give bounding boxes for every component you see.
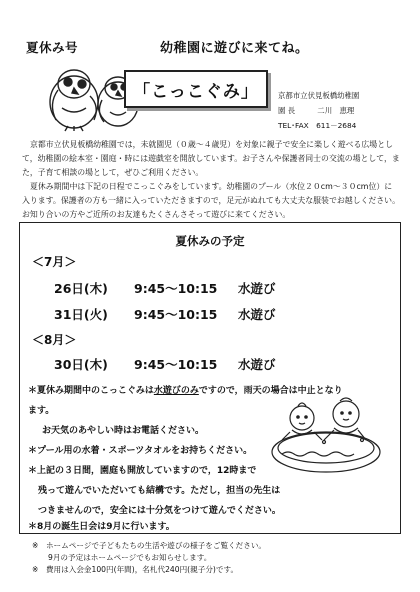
org-contact: TEL･FAX 611－2684 — [278, 121, 357, 130]
schedule-date: 30日(木) — [54, 357, 108, 372]
schedule-activity: 水遊び — [238, 307, 276, 322]
logo-title: 「こっこぐみ」 — [124, 70, 268, 108]
note-1-emphasis: 水遊びのみ — [153, 386, 199, 396]
footer-notes — [32, 540, 266, 576]
schedule-row — [20, 279, 400, 295]
org-name: 京都市立伏見板橋幼稚園 — [278, 91, 360, 100]
schedule-date: 26日(木) — [54, 281, 108, 296]
issue-label: 夏休み号 — [26, 40, 79, 55]
month-label-july: ＜7月＞ — [32, 255, 77, 269]
note-1-continued: ます。 — [28, 406, 55, 416]
schedule-title: 夏休みの予定 — [175, 234, 245, 248]
intro-paragraph-2: 夏休み期間中は下記の日程でこっこぐみをしています。幼稚園のプール（水位２０cm～３０cm位）に入ります。保護者の方も一緒に入っていただきますので，足元がぬれても大丈夫な服装でお越しください。お知り合いの方やご近所のお友達もたくさんさそって遊びに来てください。 — [22, 182, 400, 219]
schedule-date: 31日(火) — [54, 307, 108, 322]
org-director: 園 長 二川 恵理 — [278, 106, 355, 115]
schedule-activity: 水遊び — [238, 281, 276, 296]
schedule-time: 9:45～10:15 — [134, 357, 218, 372]
schedule-row — [20, 305, 400, 321]
footer-line-1: ※ ホームページで子どもたちの生活や遊びの様子をご覧ください。 — [32, 541, 267, 550]
note-4-line-2: 残って遊んでいただいても結構です。ただし，担当の先生は — [38, 486, 281, 496]
note-4-line-3: つきませんので，安全には十分気をつけて遊んでください。 — [38, 506, 281, 516]
pool-kids-illustration — [268, 392, 384, 476]
schedule-activity: 水遊び — [238, 357, 276, 372]
schedule-time: 9:45～10:15 — [134, 307, 218, 322]
schedule-time: 9:45～10:15 — [134, 281, 218, 296]
note-3: ＊プール用の水着・スポーツタオルをお持ちください。 — [28, 446, 253, 456]
intro-paragraph-1: 京都市立伏見板橋幼稚園では，未就園児（０歳～４歳児）を対象に親子で安全に楽しく遊べる広場として，幼稚園の絵本室・園庭・時には遊戯室を開放しています。お子さんや保護者同士の交流の場として，また，子育て相談の場として，ぜひご利用ください。 — [22, 140, 400, 177]
headline: 幼稚園に遊びに来てね。 — [160, 41, 309, 56]
organization-block — [278, 88, 359, 133]
note-5: ＊8月の誕生日会は9月に行います。 — [28, 522, 175, 532]
note-1-post: ですので，雨天の場合は中止となり — [198, 386, 343, 396]
schedule-row — [20, 355, 400, 371]
note-1-pre: ＊夏休み期間中のこっこぐみは — [28, 386, 154, 396]
footer-line-3: ※ 費用は入会金100円(年間)，名札代240円(親子分)です。 — [32, 565, 239, 574]
intro-text — [22, 138, 400, 222]
note-2: お天気のあやしい時はお電話ください。 — [42, 426, 205, 436]
footer-line-2: 9月の予定はホームページでもお知らせします。 — [48, 553, 212, 562]
schedule-box — [19, 222, 401, 534]
month-label-august: ＜8月＞ — [32, 333, 77, 347]
note-4-line-1: ＊上記の３日間，園庭も開放していますので，12時まで — [28, 466, 257, 476]
